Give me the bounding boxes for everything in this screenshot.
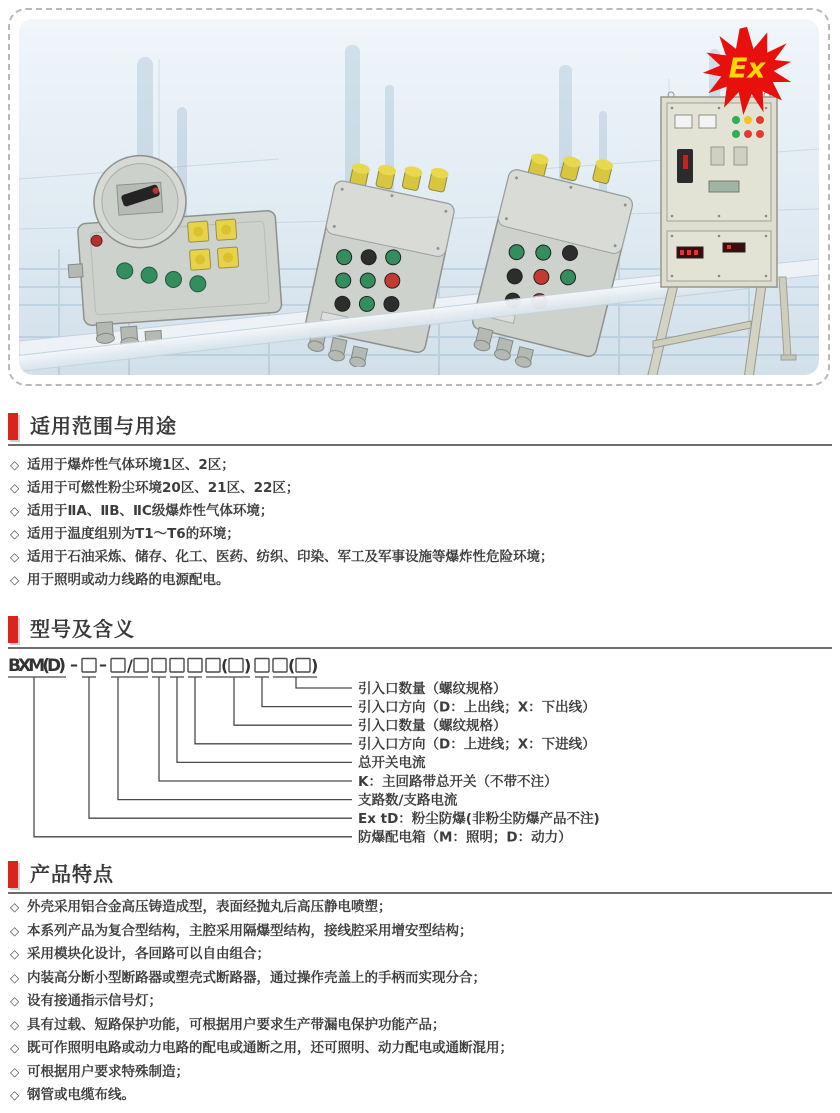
list-item-text: 具有过载、短路保护功能，可根据用户要求生产带漏电保护功能产品； xyxy=(27,1016,446,1033)
list-item-text: 可根据用户要求特殊制造； xyxy=(27,1063,189,1080)
list-item xyxy=(10,477,832,500)
model-label: K：主回路带总开关（不带不注） xyxy=(358,773,558,790)
diamond-bullet-icon: ◇ xyxy=(10,1041,20,1055)
list-item xyxy=(10,454,832,477)
diamond-bullet-icon: ◇ xyxy=(10,994,20,1008)
section-rule xyxy=(8,444,832,446)
list-item-text: 本系列产品为复合型结构，主腔采用隔爆型结构，接线腔采用增安型结构； xyxy=(27,922,473,939)
diamond-bullet-icon: ◇ xyxy=(10,1017,20,1032)
diamond-bullet-icon: ◇ xyxy=(10,970,20,985)
scope-list xyxy=(10,454,832,592)
model-label: 引入口数量（螺纹规格） xyxy=(358,718,507,734)
product-photo-distribution-box-3 xyxy=(451,143,656,368)
list-item-text: 内装高分断小型断路器或塑壳式断路器，通过操作壳盖上的手柄而实现分合； xyxy=(27,969,486,986)
section-scope-header xyxy=(8,410,832,446)
model-label: 引入口方向（D：上出线；X：下出线） xyxy=(358,699,596,716)
ex-certification-badge xyxy=(701,25,793,117)
model-label: 支路数/支路电流 xyxy=(358,792,458,809)
diamond-bullet-icon: ◇ xyxy=(10,900,20,914)
diamond-bullet-icon: ◇ xyxy=(10,504,20,518)
diamond-bullet-icon: ◇ xyxy=(10,527,20,541)
hero-photo xyxy=(19,19,819,375)
list-item-text: 适用于石油采炼、储存、化工、医药、纺织、印染、军工及军事设施等爆炸性危险环境； xyxy=(27,549,554,565)
section-accent-bar xyxy=(8,413,18,440)
section-features-header xyxy=(8,858,832,894)
list-item xyxy=(10,1014,832,1038)
section-rule xyxy=(8,892,832,894)
diamond-bullet-icon: ◇ xyxy=(10,573,20,587)
section-title: 适用范围与用途 xyxy=(30,414,177,438)
list-item-text: 适用于ⅡA、ⅡB、ⅡC级爆炸性气体环境； xyxy=(27,503,274,519)
model-label: 引入口方向（D：上进线；X：下进线） xyxy=(358,736,596,753)
model-code-diagram xyxy=(0,650,840,850)
cable-gland xyxy=(68,264,83,278)
list-item xyxy=(10,990,832,1014)
section-model-header xyxy=(8,613,832,649)
diamond-bullet-icon: ◇ xyxy=(10,923,20,938)
diamond-bullet-icon: ◇ xyxy=(10,550,20,564)
model-label: 引入口数量（螺纹规格） xyxy=(358,680,507,697)
section-accent-bar xyxy=(8,616,18,643)
model-label: 防爆配电箱（M：照明；D：动力） xyxy=(358,829,572,846)
list-item xyxy=(10,943,832,967)
list-item xyxy=(10,967,832,991)
section-accent-bar xyxy=(8,861,18,888)
dash: – xyxy=(70,655,78,674)
list-item-text: 适用于温度组别为T1～T6的环境； xyxy=(27,526,240,542)
model-code-prefix: BXM(D) xyxy=(8,656,66,676)
list-item-text: 钢管或电缆布线。 xyxy=(27,1087,135,1103)
diamond-bullet-icon: ◇ xyxy=(10,1088,20,1102)
ex-badge-text: Ex xyxy=(728,51,766,85)
diamond-bullet-icon: ◇ xyxy=(10,458,20,472)
list-item-text: 适用于可燃性粉尘环境20区、21区、22区； xyxy=(27,480,300,496)
hero-image-frame xyxy=(8,8,830,386)
list-item-text: 采用模块化设计，各回路可以自由组合； xyxy=(27,946,270,962)
list-item xyxy=(10,1061,832,1085)
product-photo-standing-cabinet xyxy=(639,89,809,375)
section-rule xyxy=(8,647,832,649)
list-item xyxy=(10,1037,832,1061)
list-item-text: 适用于爆炸性气体环境1区、2区； xyxy=(27,457,235,473)
display-window xyxy=(709,181,739,192)
digital-meter xyxy=(723,243,745,252)
list-item xyxy=(10,1084,832,1108)
cabinet-leg xyxy=(779,277,791,357)
list-item-text: 设有接通指示信号灯； xyxy=(27,993,162,1009)
list-item xyxy=(10,546,832,569)
diamond-bullet-icon: ◇ xyxy=(10,481,20,495)
dash: – xyxy=(99,655,107,674)
model-label: 总开关电流 xyxy=(358,755,426,772)
features-list xyxy=(10,896,832,1108)
list-item xyxy=(10,500,832,523)
list-item-text: 用于照明或动力线路的电源配电。 xyxy=(27,572,230,588)
diamond-bullet-icon: ◇ xyxy=(10,1064,20,1079)
list-item-text: 外壳采用铝合金高压铸造成型，表面经抛丸后高压静电喷塑； xyxy=(27,899,392,915)
paren-close: ) xyxy=(311,656,319,675)
paren-open: ( xyxy=(288,656,296,675)
list-item-text: 既可作照明电路或动力电路的配电或通断之用，还可照明、动力配电或通断混用； xyxy=(27,1040,513,1056)
list-item xyxy=(10,920,832,944)
list-item xyxy=(10,569,832,592)
cabinet-leg xyxy=(647,285,678,375)
paren-close: ) xyxy=(244,656,252,675)
diamond-bullet-icon: ◇ xyxy=(10,947,20,961)
section-title: 产品特点 xyxy=(30,862,114,886)
slash: / xyxy=(127,656,133,675)
model-label: Ex tD：粉尘防爆(非粉尘防爆产品不注) xyxy=(358,811,600,827)
indicator-lamp-red xyxy=(91,235,103,247)
meter-window xyxy=(675,115,692,128)
list-item xyxy=(10,523,832,546)
list-item xyxy=(10,896,832,920)
cabinet-leg xyxy=(743,285,766,375)
product-photo-distribution-box-1 xyxy=(61,139,297,349)
section-title: 型号及含义 xyxy=(30,617,135,641)
paren-open: ( xyxy=(221,656,229,675)
